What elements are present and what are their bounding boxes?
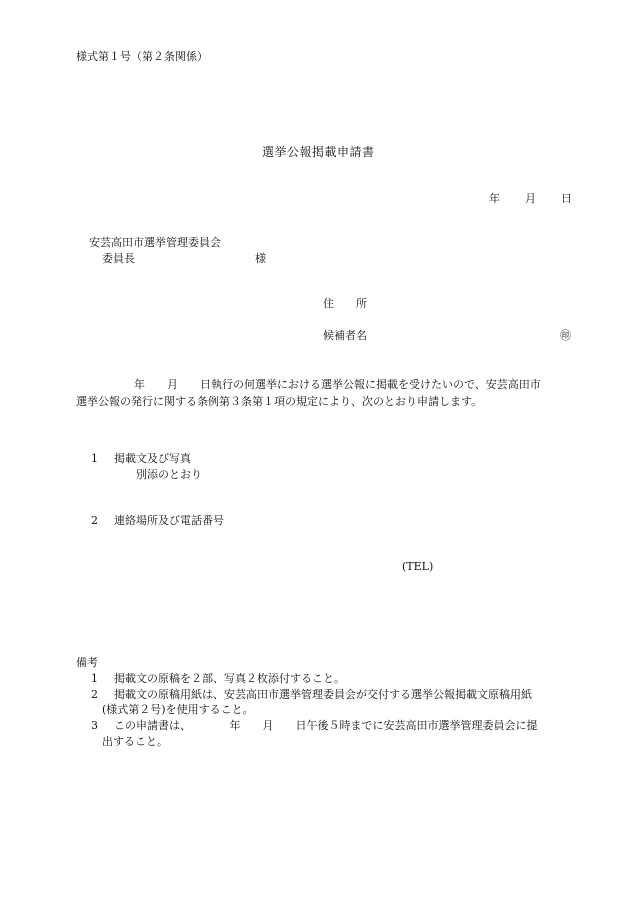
item-1-number: 1 [91,452,98,465]
tel-label: (TEL) [402,560,434,573]
page-title: 選挙公報掲載申請書 [262,145,375,159]
item-2-label: 連絡場所及び電話番号 [114,514,224,527]
note-3-number: 3 [91,719,98,732]
addressee-org: 安芸高田市選挙管理委員会 [89,236,221,249]
note-3-line-1: この申請書は、 年 月 日午後５時までに安芸高田市選挙管理委員会に提 [114,719,538,732]
body-line-1: 年 月 日執行の何選挙における選挙公報に掲載を受けたいので、安芸高田市 [134,378,541,391]
note-3-line-2: 出すること。 [102,735,168,748]
item-1-detail: 別添のとおり [136,468,202,481]
addressee-chair: 委員長 [102,252,135,265]
notes-heading: 備考 [76,656,98,669]
date-line: 年 月 日 [489,192,573,205]
note-2-line-2: (様式第２号)を使用すること。 [102,703,254,716]
item-1-label: 掲載文及び写真 [114,452,191,465]
candidate-name-label: 候補者名 [323,329,367,342]
application-body [76,376,574,410]
note-1-text: 掲載文の原稿を２部、写真２枚添付すること。 [114,672,345,685]
note-2-number: 2 [91,688,98,701]
addressee-honorific: 様 [255,252,266,265]
form-label: 様式第１号（第２条関係） [76,50,208,63]
seal-mark: ㊞ [560,329,571,342]
note-1-number: 1 [91,672,98,685]
body-line-2: 選挙公報の発行に関する条例第３条第１項の規定により、次のとおり申請します。 [76,395,483,408]
address-label: 住 所 [323,297,367,310]
note-2-line-1: 掲載文の原稿用紙は、安芸高田市選挙管理委員会が交付する選挙公報掲載文原稿用紙 [114,688,532,701]
item-2-number: 2 [91,514,98,527]
